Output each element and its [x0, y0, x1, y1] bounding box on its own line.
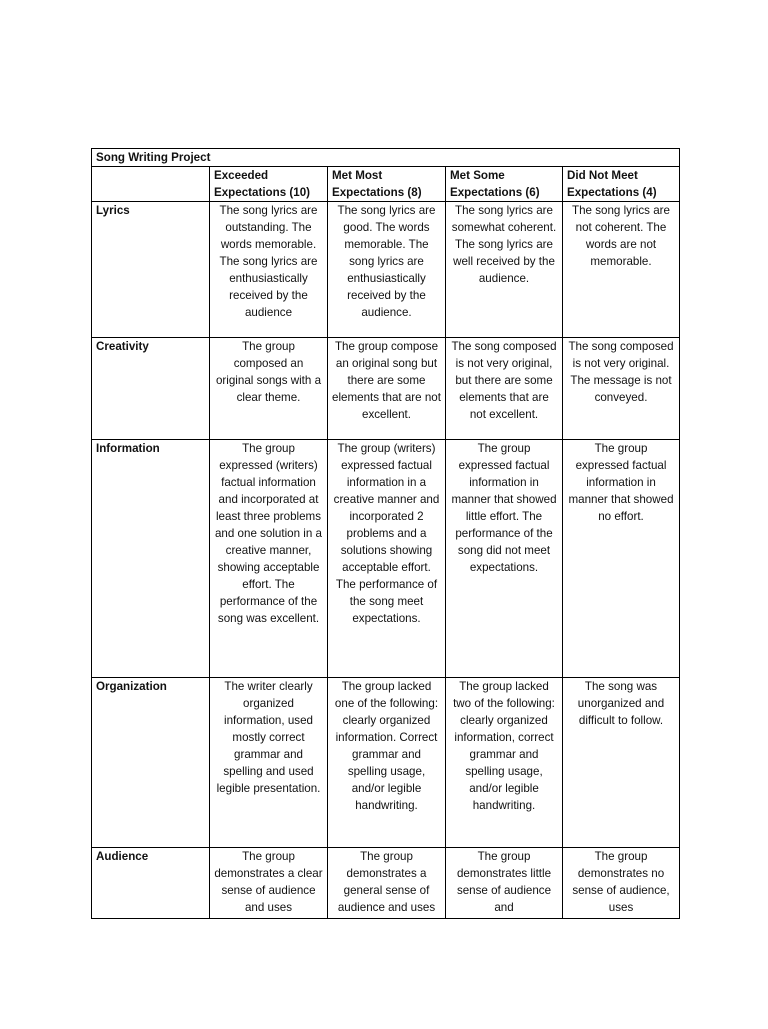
table-cell: The song composed is not very original, but there are some elements that are not excellent. — [446, 338, 563, 440]
table-cell: The group compose an original song but there are some elements that are not excellent. — [328, 338, 446, 440]
table-cell: The group lacked one of the following: clearly organized information. Correct grammar and spelling usage, and/or legible handwriting. — [328, 678, 446, 848]
table-cell: The group demonstrates little sense of audience and — [446, 848, 563, 968]
table-cell: The song lyrics are good. The words memorable. The song lyrics are enthusiastically received by the audience. — [328, 202, 446, 338]
row-label: Information — [92, 440, 210, 678]
header-row — [92, 167, 680, 202]
title-row — [92, 149, 680, 167]
table-cell: The song was unorganized and difficult to follow. — [563, 678, 680, 848]
header-did-not-meet: Did Not Meet Expectations (4) — [563, 167, 680, 202]
table-row — [92, 440, 680, 678]
table-cell: The group (writers) expressed factual information in a creative manner and incorporated 2 problems and a solutions showing acceptable effort. The performance of the song meet expectations. — [328, 440, 446, 678]
table-cell: The group lacked two of the following: clearly organized information, correct grammar and spelling usage, and/or legible handwriting. — [446, 678, 563, 848]
page-crop-mask — [91, 919, 680, 1029]
table-cell: The song composed is not very original. The message is not conveyed. — [563, 338, 680, 440]
rubric-table — [91, 148, 680, 968]
table-row — [92, 338, 680, 440]
table-cell: The group demonstrates a general sense of audience and uses — [328, 848, 446, 968]
table-cell: The group demonstrates a clear sense of audience and uses — [210, 848, 328, 968]
table-row — [92, 678, 680, 848]
row-label: Lyrics — [92, 202, 210, 338]
table-cell: The song lyrics are somewhat coherent. The song lyrics are well received by the audience. — [446, 202, 563, 338]
table-cell: The group demonstrates no sense of audience, uses — [563, 848, 680, 968]
table-cell: The song lyrics are outstanding. The words memorable. The song lyrics are enthusiastically received by the audience — [210, 202, 328, 338]
header-exceeded: Exceeded Expectations (10) — [210, 167, 328, 202]
table-bottom-border — [91, 918, 679, 919]
row-label: Audience — [92, 848, 210, 968]
table-cell: The group expressed factual information in manner that showed little effort. The performance of the song did not meet expectations. — [446, 440, 563, 678]
header-met-most: Met Most Expectations (8) — [328, 167, 446, 202]
table-cell: The group expressed factual information in manner that showed no effort. — [563, 440, 680, 678]
table-cell: The song lyrics are not coherent. The words are not memorable. — [563, 202, 680, 338]
table-cell: The group composed an original songs with a clear theme. — [210, 338, 328, 440]
row-label: Creativity — [92, 338, 210, 440]
table-title: Song Writing Project — [92, 149, 680, 167]
header-met-some: Met Some Expectations (6) — [446, 167, 563, 202]
table-cell: The writer clearly organized information, used mostly correct grammar and spelling and used legible presentation. — [210, 678, 328, 848]
header-blank — [92, 167, 210, 202]
table-row — [92, 202, 680, 338]
row-label: Organization — [92, 678, 210, 848]
table-cell: The group expressed (writers) factual information and incorporated at least three problems and one solution in a creative manner, showing acceptable effort. The performance of the song was excellent. — [210, 440, 328, 678]
